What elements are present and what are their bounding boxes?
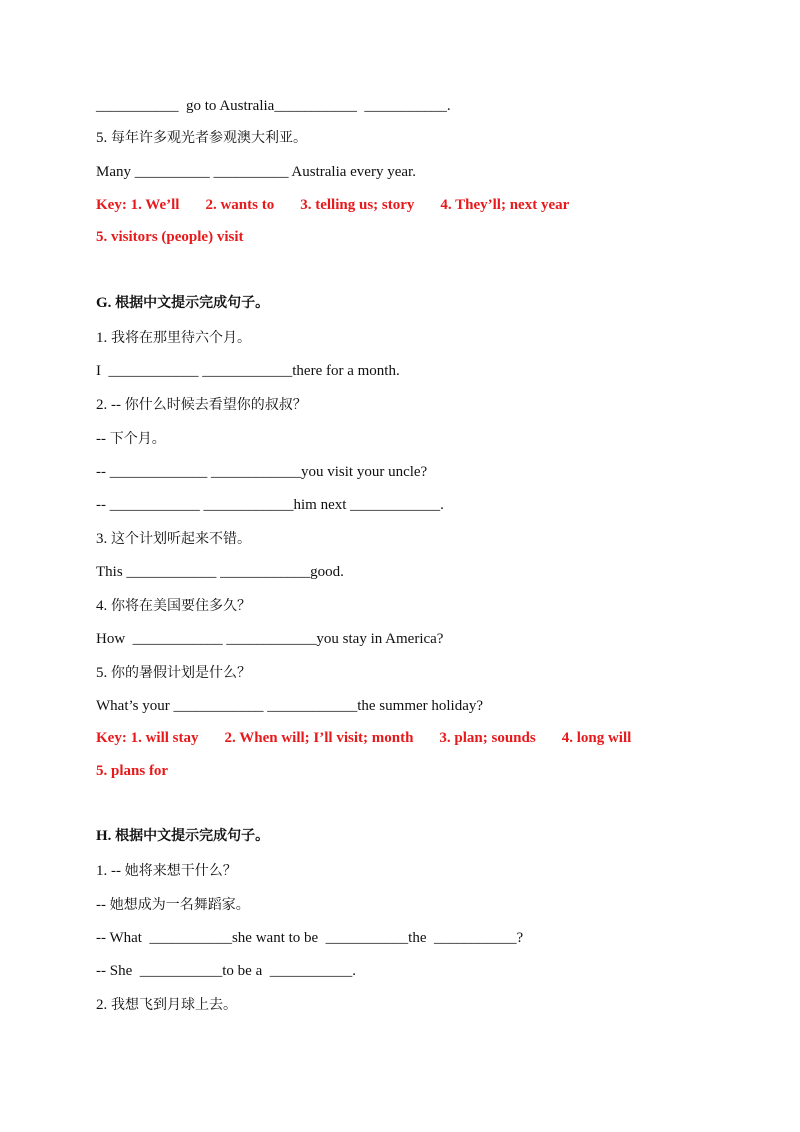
chinese-prompt: 每年许多观光者参观澳大利亚。 [111,130,307,146]
answer-key-line: 5. plans for [96,763,169,779]
exercise-line: -- ____________ ____________him next ____________. [96,497,444,513]
exercise-line: -- What ___________she want to be ___________the ___________? [96,930,524,946]
exercise-line: I ____________ ____________there for a month. [96,363,400,379]
exercise-line [96,861,237,881]
chinese-prompt: 这个计划听起来不错。 [111,531,251,547]
chinese-prompt: 我将在那里待六个月。 [111,330,251,346]
section-heading [96,293,269,313]
exercise-line [96,663,251,683]
chinese-prompt: 你将在美国要住多久？ [111,598,251,614]
section-heading [96,826,269,846]
exercise-line: What’s your ____________ ____________the summer holiday? [96,698,484,714]
chinese-prompt: 她想成为一名舞蹈家。 [109,897,250,913]
exercise-line: -- She ___________to be a ___________. [96,963,356,979]
exercise-line [96,429,166,449]
item-number: 3. [96,531,108,547]
dialogue-dash: -- [96,897,106,913]
answer-key-item: 2. wants to [205,197,275,213]
chinese-prompt: 你什么时候去看望你的叔叔？ [124,397,307,413]
answer-key-item: 4. They’ll; next year [440,197,570,213]
exercise-line [96,395,307,415]
item-number: 1. -- [96,863,121,879]
answer-key-line [96,195,569,215]
section-title: 根据中文提示完成句子。 [115,295,270,311]
exercise-line: Many __________ __________ Australia every year. [96,164,416,180]
section-label: H. [96,828,112,844]
dialogue-dash: -- [96,431,106,447]
section-title: 根据中文提示完成句子。 [115,828,270,844]
item-number: 5. [96,665,108,681]
chinese-prompt: 下个月。 [109,431,166,447]
answer-key-item: 3. plan; sounds [439,730,536,746]
answer-key-item: 3. telling us; story [300,197,415,213]
item-number: 5. [96,130,108,146]
exercise-line [96,529,251,549]
answer-key-line [96,728,631,748]
exercise-line: How ____________ ____________you stay in America? [96,631,444,647]
answer-key-item: 2. When will; I’ll visit; month [224,730,414,746]
item-number: 2. [96,997,108,1013]
section-label: G. [96,295,112,311]
exercise-line [96,895,250,915]
item-number: 4. [96,598,108,614]
item-number: 2. -- [96,397,121,413]
exercise-line: ___________ go to Australia___________ ___________. [96,98,451,114]
answer-key-item: 4. long will [561,730,632,746]
item-number: 1. [96,330,108,346]
chinese-prompt: 我想飞到月球上去。 [111,997,237,1013]
answer-key-line: 5. visitors (people) visit [96,229,244,245]
chinese-prompt: 你的暑假计划是什么？ [111,665,251,681]
exercise-line: -- _____________ ____________you visit your uncle? [96,464,428,480]
exercise-line [96,596,251,616]
answer-key-item: Key: 1. will stay [96,730,199,746]
exercise-line: This ____________ ____________good. [96,564,344,580]
exercise-line [96,128,307,148]
exercise-line [96,328,251,348]
exercise-line [96,995,237,1015]
answer-key-item: Key: 1. We’ll [96,197,180,213]
chinese-prompt: 她将来想干什么？ [124,863,237,879]
